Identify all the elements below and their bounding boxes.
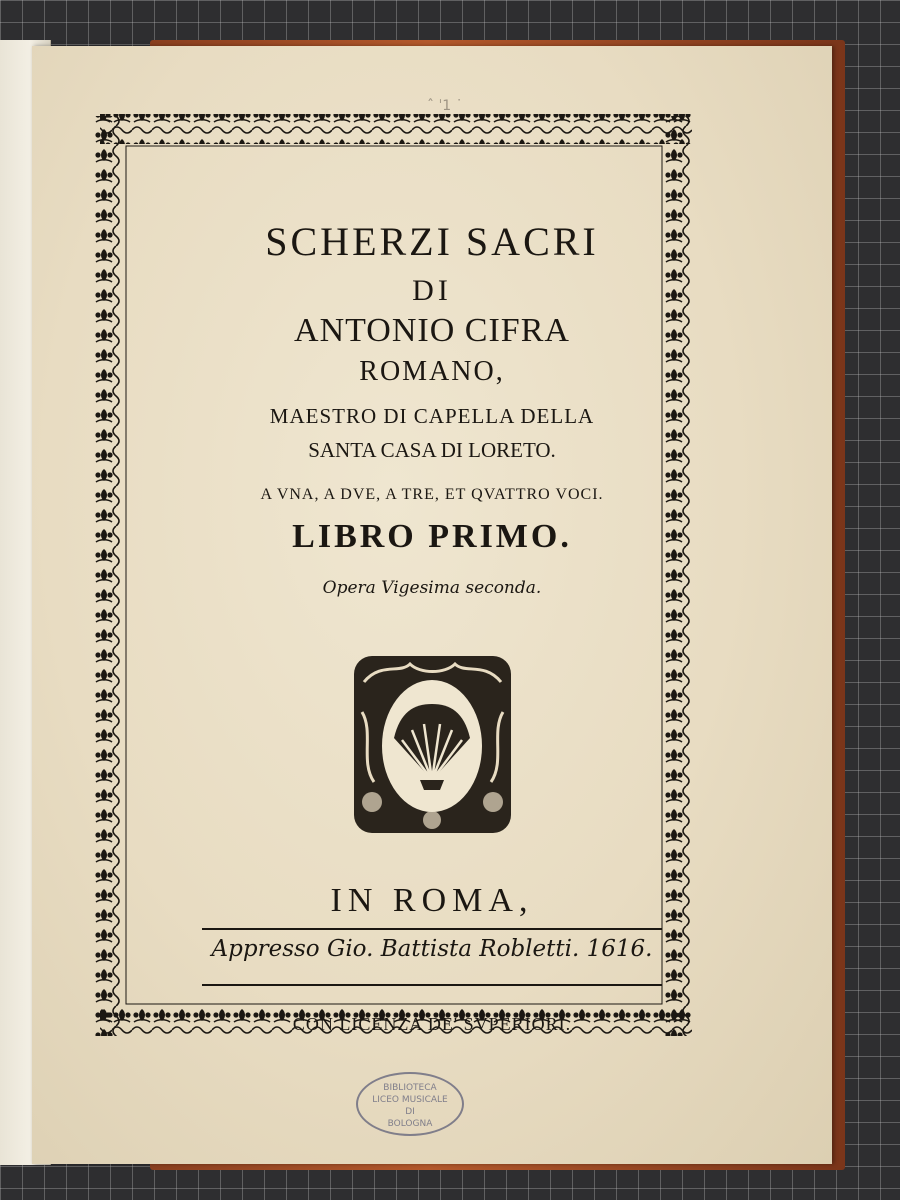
license-line: CON LICENZA DE' SVPERIORI. [292,1014,572,1034]
library-stamp [356,1072,464,1136]
title-block [172,206,692,1056]
title-di: DI [412,274,452,307]
pencil-mark: ˆ ˈ1 ˙ [427,98,463,114]
book-title: SCHERZI SACRI [265,219,599,264]
imprint-publisher: Appresso Gio. Battista Robletti. 1616. [211,936,653,962]
stamp-line1: BIBLIOTECA [383,1083,437,1093]
imprint-rule-bottom [202,984,662,986]
voices-line: A VNA, A DVE, A TRE, ET QVATTRO VOCI. [260,486,604,503]
book-number: LIBRO PRIMO. [292,518,572,555]
opus-line: Opera Vigesima seconda. [322,578,542,598]
author-position-line1: MAESTRO DI CAPELLA DELLA [269,404,595,428]
scallop-shell-cartouche-icon [350,652,515,837]
author-name: ANTONIO CIFRA [294,312,570,349]
title-page [32,46,832,1164]
author-origin: ROMANO, [359,356,505,387]
imprint-rule-top [202,928,662,930]
stamp-line3: DI [405,1107,415,1117]
author-position-line2: SANTA CASA DI LORETO. [308,438,556,462]
imprint-city: IN ROMA, [330,882,534,919]
stamp-line4: BOLOGNA [387,1119,433,1129]
stamp-line2: LICEO MUSICALE [372,1095,448,1105]
